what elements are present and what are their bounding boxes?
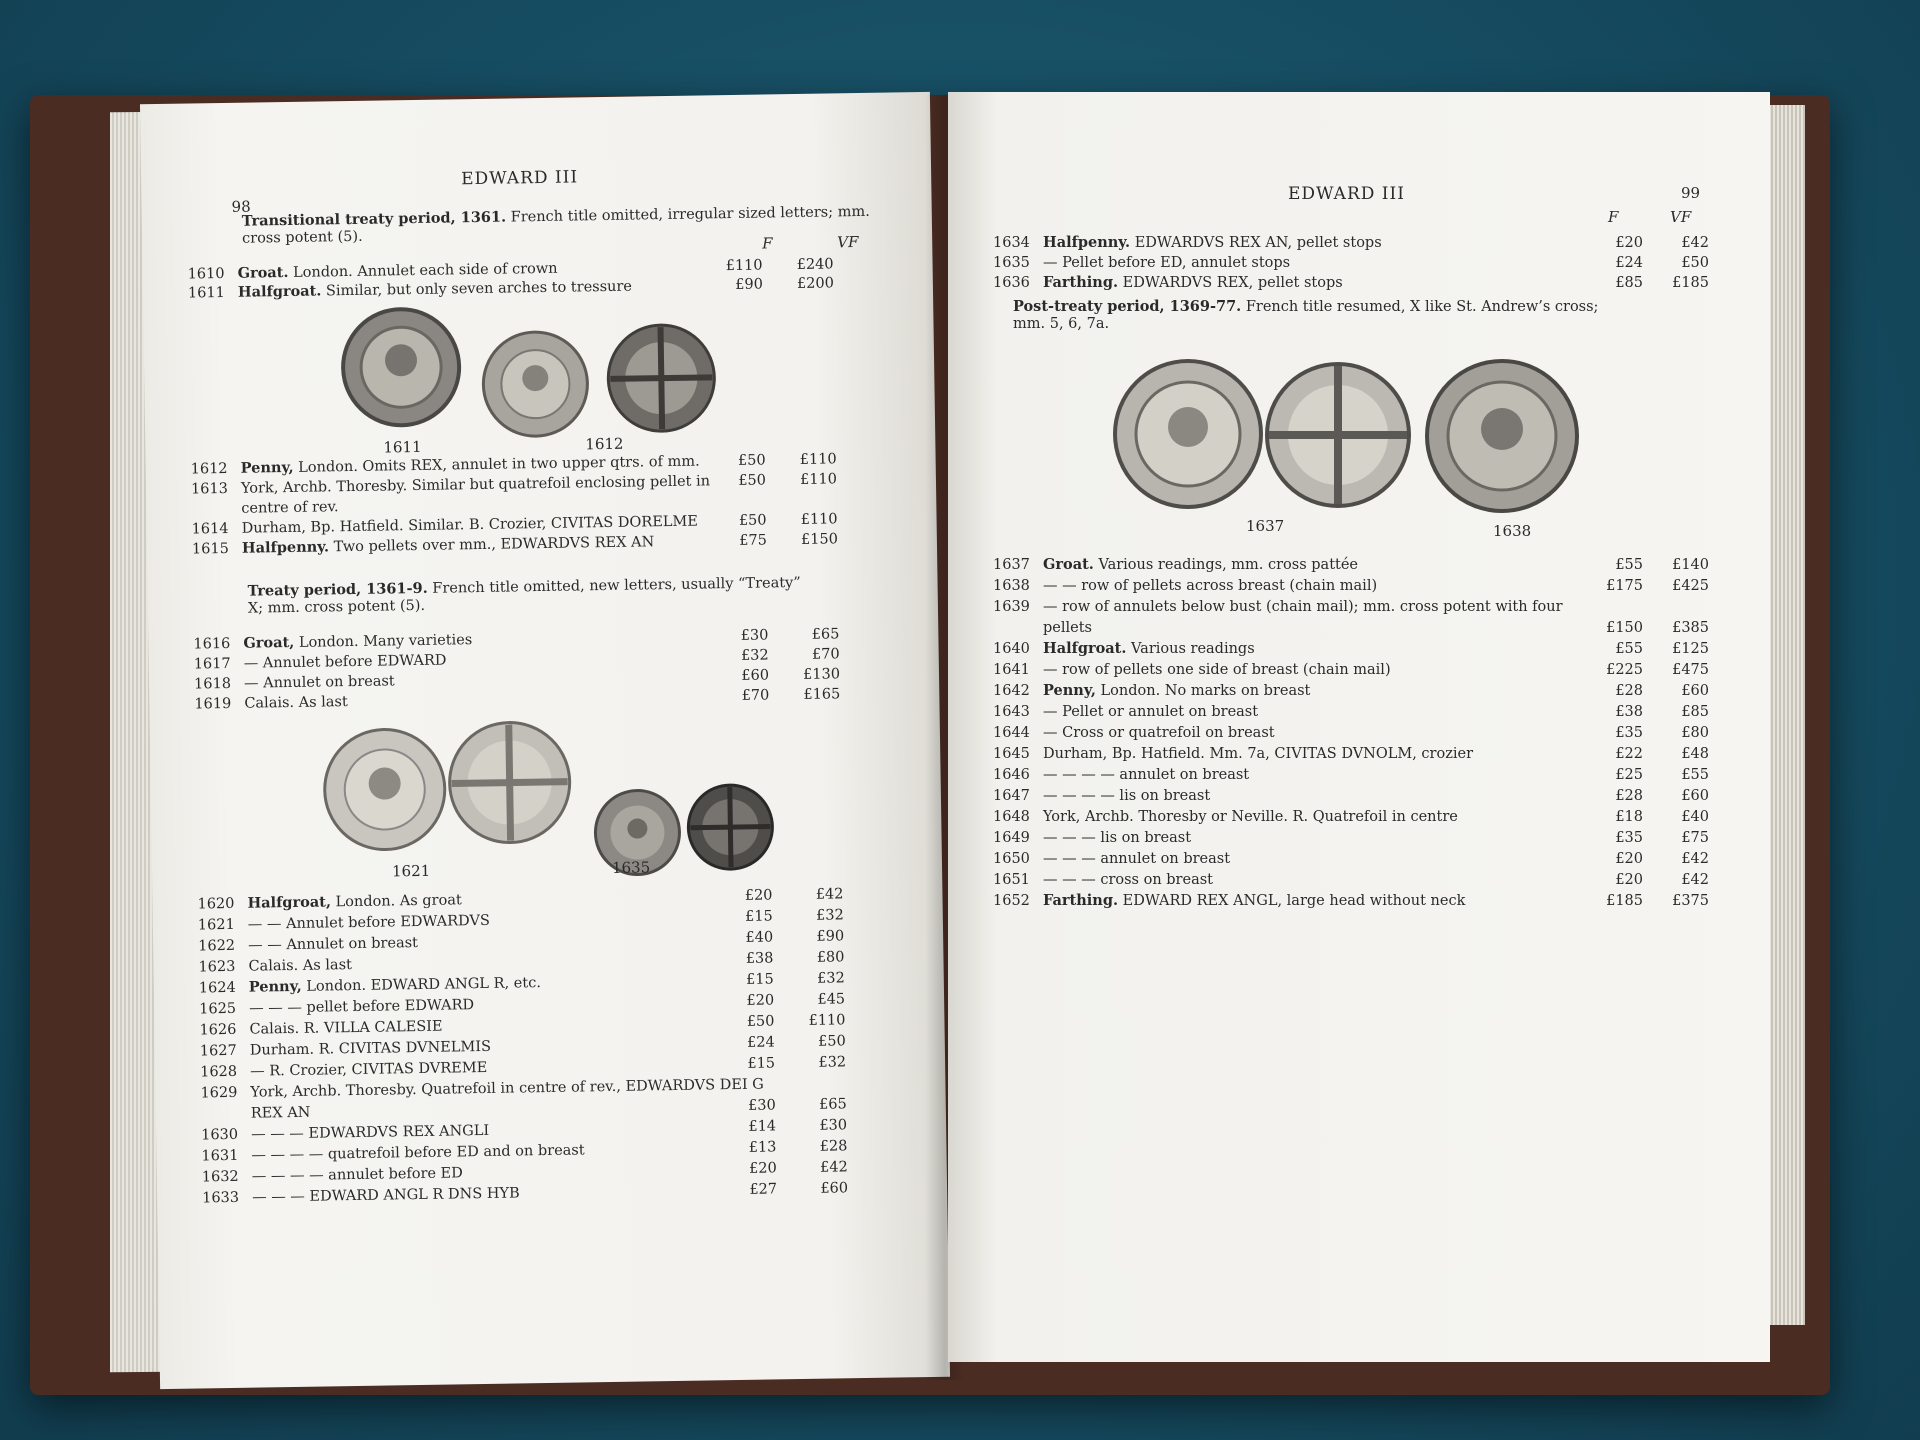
entry-text: — — — — lis on breast bbox=[1043, 788, 1211, 804]
price-very-fine: £32 bbox=[815, 907, 844, 924]
catalogue-entry bbox=[993, 575, 1753, 597]
price-fine: £225 bbox=[1606, 662, 1643, 678]
price-very-fine: £125 bbox=[1672, 641, 1709, 657]
entry-number: 1612 bbox=[190, 460, 228, 478]
entry-description bbox=[1043, 252, 1290, 274]
entry-text: — — — EDWARD ANGL R DNS HYB bbox=[252, 1185, 520, 1206]
entry-number: 1618 bbox=[193, 675, 232, 693]
price-fine: £70 bbox=[741, 687, 770, 704]
price-fine: £20 bbox=[1615, 235, 1643, 251]
catalogue-entry bbox=[993, 638, 1753, 660]
price-fine: £22 bbox=[1615, 746, 1643, 762]
price-very-fine: £80 bbox=[1681, 725, 1709, 741]
entry-number: 1639 bbox=[993, 599, 1030, 615]
price-very-fine: £425 bbox=[1672, 578, 1709, 594]
price-fine: £85 bbox=[1615, 275, 1643, 291]
price-very-fine: £42 bbox=[815, 886, 844, 903]
entry-number: 1635 bbox=[993, 255, 1030, 271]
entry-text: EDWARDVS REX, pellet stops bbox=[1122, 275, 1343, 291]
entry-text: EDWARDVS REX AN, pellet stops bbox=[1134, 235, 1382, 251]
entry-text: Durham, Bp. Hatfield. Mm. 7a, CIVITAS DVNOLM, crozier bbox=[1043, 746, 1474, 762]
entry-description bbox=[1043, 232, 1382, 254]
coin-1635-reverse bbox=[684, 780, 777, 873]
catalogue-entry bbox=[993, 617, 1753, 639]
entry-number: 1620 bbox=[197, 895, 235, 913]
price-fine: £38 bbox=[1615, 704, 1643, 720]
entry-text: — — — EDWARDVS REX ANGLI bbox=[251, 1122, 490, 1143]
entry-description bbox=[1043, 617, 1092, 639]
entry-text: London. As groat bbox=[335, 892, 462, 911]
catalogue-entry bbox=[993, 252, 1753, 274]
entry-type: Halfpenny. bbox=[241, 538, 330, 557]
price-fine: £55 bbox=[1615, 641, 1643, 657]
entry-text: Various readings bbox=[1131, 641, 1255, 657]
entry-number: 1632 bbox=[201, 1168, 239, 1186]
price-very-fine: £40 bbox=[1681, 809, 1709, 825]
entry-text: — — — — annulet before ED bbox=[251, 1165, 463, 1185]
entry-text: London. Omits REX, annulet in two upper qtrs. of mm. bbox=[298, 453, 700, 476]
price-fine: £40 bbox=[745, 929, 774, 946]
price-fine: £55 bbox=[1615, 557, 1643, 573]
price-very-fine: £475 bbox=[1672, 662, 1709, 678]
entry-text: Various readings, mm. cross pattée bbox=[1098, 557, 1359, 573]
entry-text: Durham. R. CIVITAS DVNELMIS bbox=[249, 1038, 492, 1059]
price-fine: £15 bbox=[744, 908, 773, 925]
entry-text: — Cross or quatrefoil on breast bbox=[1043, 725, 1275, 741]
entry-text: EDWARD REX ANGL, large head without neck bbox=[1122, 893, 1466, 909]
entry-number: 1648 bbox=[993, 809, 1030, 825]
running-head: EDWARD III bbox=[1288, 184, 1405, 204]
price-very-fine: £30 bbox=[819, 1117, 848, 1134]
catalogue-entry bbox=[993, 596, 1753, 618]
entry-number: 1636 bbox=[993, 275, 1030, 291]
entry-number: 1625 bbox=[199, 1000, 237, 1018]
entry-text: — — Annulet before EDWARDVS bbox=[247, 912, 490, 933]
entry-description bbox=[1043, 680, 1310, 702]
price-fine: £27 bbox=[749, 1181, 778, 1198]
price-fine: £35 bbox=[1615, 830, 1643, 846]
price-fine: £20 bbox=[744, 887, 773, 904]
price-fine: £28 bbox=[1615, 683, 1643, 699]
price-fine: £20 bbox=[1615, 851, 1643, 867]
catalogue-entry bbox=[993, 827, 1753, 849]
price-fine: £20 bbox=[746, 992, 775, 1009]
entry-text: — row of pellets one side of breast (chain mail) bbox=[1043, 662, 1391, 678]
section-title: Post-treaty period, 1369-77. bbox=[1013, 298, 1242, 315]
entry-number: 1627 bbox=[199, 1042, 237, 1060]
entry-number: 1622 bbox=[198, 937, 236, 955]
catalogue-entry bbox=[993, 272, 1753, 294]
entry-text: York, Archb. Thoresby. Quatrefoil in centre of rev., EDWARDVS DEI G bbox=[250, 1076, 764, 1101]
entry-description bbox=[1043, 806, 1458, 828]
running-head: EDWARD III bbox=[461, 167, 579, 190]
entry-type: Farthing. bbox=[1043, 274, 1119, 291]
entry-description bbox=[252, 1182, 520, 1208]
price-very-fine: £42 bbox=[1681, 872, 1709, 888]
entry-text: — — — pellet before EDWARD bbox=[249, 997, 475, 1017]
entry-text: London. Annulet each side of crown bbox=[292, 260, 558, 281]
entry-text: — Annulet on breast bbox=[243, 673, 395, 692]
entry-text: Two pellets over mm., EDWARDVS REX AN bbox=[333, 534, 655, 556]
entry-type: Penny, bbox=[240, 458, 294, 477]
catalogue-entry bbox=[993, 890, 1753, 912]
entry-text: — — — cross on breast bbox=[1043, 872, 1213, 888]
price-fine: £24 bbox=[746, 1034, 775, 1051]
price-very-fine: £240 bbox=[796, 256, 834, 273]
section-text: French title resumed, X like St. Andrew’s cross; mm. 5, 6, 7a. bbox=[1013, 299, 1599, 332]
section-text: French title omitted, new letters, usually “Treaty” X; mm. cross potent (5). bbox=[247, 574, 801, 617]
entry-type: Halfgroat, bbox=[247, 893, 332, 912]
price-very-fine: £60 bbox=[820, 1180, 849, 1197]
page-number: 99 bbox=[1681, 184, 1701, 202]
entry-number: 1650 bbox=[993, 851, 1030, 867]
entry-text: — Pellet or annulet on breast bbox=[1043, 704, 1259, 720]
catalogue-entry bbox=[993, 722, 1753, 744]
page-number: 98 bbox=[231, 197, 251, 216]
catalogue-entry bbox=[993, 869, 1753, 891]
entry-text: — row of annulets below bust (chain mail); mm. cross potent with four bbox=[1043, 599, 1563, 615]
entry-number: 1631 bbox=[201, 1147, 239, 1165]
coin-1621-reverse bbox=[445, 718, 575, 848]
entry-type: Groat. bbox=[237, 263, 289, 282]
price-very-fine: £55 bbox=[1681, 767, 1709, 783]
entry-text: — — — lis on breast bbox=[1043, 830, 1192, 846]
entry-number: 1638 bbox=[993, 578, 1030, 594]
section-text: French title omitted, irregular sized letters; mm. cross potent (5). bbox=[241, 203, 870, 247]
entry-description bbox=[244, 691, 348, 715]
entry-type: Groat, bbox=[243, 633, 295, 652]
coin-1621-obverse bbox=[320, 725, 450, 855]
price-very-fine: £165 bbox=[803, 686, 841, 703]
entry-description bbox=[248, 954, 352, 978]
price-fine: £90 bbox=[735, 276, 763, 293]
col-head-vf: VF bbox=[1670, 208, 1692, 226]
price-very-fine bbox=[790, 1072, 846, 1073]
entry-text: centre of rev. bbox=[241, 499, 339, 517]
entry-text: — — — — annulet on breast bbox=[1043, 767, 1250, 783]
catalogue-entry bbox=[993, 806, 1753, 828]
entry-number: 1641 bbox=[993, 662, 1030, 678]
price-fine: £150 bbox=[1606, 620, 1643, 636]
price-very-fine: £110 bbox=[808, 1012, 846, 1029]
entry-number: 1628 bbox=[200, 1063, 238, 1081]
price-fine: £15 bbox=[747, 1055, 776, 1072]
price-very-fine: £60 bbox=[1681, 683, 1709, 699]
price-very-fine: £375 bbox=[1672, 893, 1709, 909]
entry-type: Halfgroat. bbox=[237, 282, 322, 301]
entry-text: Calais. R. VILLA CALESIE bbox=[249, 1018, 443, 1038]
entry-number bbox=[191, 498, 237, 499]
price-very-fine: £110 bbox=[799, 471, 838, 488]
price-very-fine: £75 bbox=[1681, 830, 1709, 846]
price-fine: £60 bbox=[741, 667, 770, 684]
entry-number: 1621 bbox=[197, 916, 235, 934]
section-treaty bbox=[247, 574, 807, 618]
col-head-vf: VF bbox=[837, 233, 859, 252]
entry-number: 1623 bbox=[198, 958, 236, 976]
entry-number: 1611 bbox=[187, 284, 225, 302]
section-post-treaty bbox=[1013, 298, 1613, 333]
entry-number: 1640 bbox=[993, 641, 1030, 657]
price-fine: £20 bbox=[1615, 872, 1643, 888]
caption-1611: 1611 bbox=[383, 437, 422, 457]
entry-number: 1610 bbox=[187, 265, 225, 283]
price-fine: £18 bbox=[1615, 809, 1643, 825]
catalogue-entry bbox=[993, 232, 1753, 254]
price-very-fine: £80 bbox=[816, 949, 845, 966]
entry-number: 1619 bbox=[194, 695, 232, 713]
entry-number: 1646 bbox=[993, 767, 1030, 783]
price-fine: £32 bbox=[740, 647, 769, 664]
catalogue-entry bbox=[993, 554, 1753, 576]
price-very-fine: £42 bbox=[1681, 851, 1709, 867]
entry-description bbox=[1043, 869, 1213, 891]
price-very-fine: £385 bbox=[1672, 620, 1709, 636]
coin-1637-reverse bbox=[1263, 360, 1413, 510]
entry-text: — Annulet before EDWARD bbox=[243, 652, 447, 672]
caption-1635: 1635 bbox=[611, 858, 651, 877]
entry-description bbox=[1043, 659, 1391, 681]
entry-text: — — — annulet on breast bbox=[1043, 851, 1231, 867]
entry-number: 1643 bbox=[993, 704, 1030, 720]
price-very-fine: £70 bbox=[811, 646, 840, 663]
price-fine: £14 bbox=[748, 1118, 777, 1135]
entry-text: — R. Crozier, CIVITAS DVREME bbox=[250, 1059, 488, 1080]
price-fine: £38 bbox=[745, 950, 774, 967]
entry-number bbox=[201, 1103, 247, 1104]
price-very-fine: £50 bbox=[1681, 255, 1709, 271]
entry-text: Similar, but only seven arches to tressure bbox=[325, 278, 633, 300]
price-fine: £75 bbox=[739, 532, 768, 549]
entry-number: 1633 bbox=[202, 1189, 240, 1207]
entry-number: 1642 bbox=[993, 683, 1030, 699]
entry-number: 1637 bbox=[993, 557, 1030, 573]
price-fine: £35 bbox=[1615, 725, 1643, 741]
entry-description bbox=[1043, 638, 1255, 660]
price-fine: £24 bbox=[1615, 255, 1643, 271]
price-fine bbox=[716, 489, 766, 490]
price-very-fine: £65 bbox=[818, 1096, 847, 1113]
price-very-fine: £32 bbox=[816, 970, 845, 987]
entry-text: — — Annulet on breast bbox=[248, 935, 419, 954]
entry-description bbox=[1043, 554, 1358, 576]
entry-text: London. No marks on breast bbox=[1100, 683, 1311, 699]
section-title: Treaty period, 1361-9. bbox=[247, 579, 428, 600]
entry-text: Durham, Bp. Hatfield. Similar. B. Crozier, CIVITAS DORELME bbox=[241, 513, 699, 537]
catalogue-entry bbox=[993, 743, 1753, 765]
price-fine: £175 bbox=[1606, 578, 1643, 594]
price-fine: £20 bbox=[748, 1160, 777, 1177]
entry-number: 1626 bbox=[199, 1021, 237, 1039]
catalogue-entry bbox=[993, 659, 1753, 681]
price-fine: £110 bbox=[725, 257, 763, 275]
price-very-fine: £42 bbox=[819, 1159, 848, 1176]
entry-description bbox=[1043, 827, 1191, 849]
entry-number: 1645 bbox=[993, 746, 1030, 762]
entry-number: 1613 bbox=[190, 480, 229, 498]
price-fine: £185 bbox=[1606, 893, 1643, 909]
entry-description bbox=[251, 1102, 311, 1125]
price-very-fine: £130 bbox=[802, 666, 841, 683]
price-fine: £15 bbox=[745, 971, 774, 988]
entry-number: 1649 bbox=[993, 830, 1030, 846]
entry-type: Farthing. bbox=[1043, 892, 1119, 909]
catalogue-entry bbox=[993, 701, 1753, 723]
entry-number: 1617 bbox=[193, 655, 231, 673]
caption-1621: 1621 bbox=[391, 861, 431, 881]
price-fine: £50 bbox=[746, 1013, 775, 1030]
entry-description bbox=[1043, 722, 1275, 744]
price-fine: £50 bbox=[738, 512, 767, 529]
price-very-fine: £45 bbox=[817, 991, 846, 1008]
entry-type: Penny, bbox=[248, 977, 302, 996]
price-very-fine: £110 bbox=[799, 451, 837, 468]
entry-number: 1647 bbox=[993, 788, 1030, 804]
entry-number: 1624 bbox=[198, 979, 236, 997]
entry-number: 1644 bbox=[993, 725, 1030, 741]
entry-number: 1652 bbox=[993, 893, 1030, 909]
catalogue-entry bbox=[993, 680, 1753, 702]
price-very-fine: £48 bbox=[1681, 746, 1709, 762]
entry-description bbox=[1043, 764, 1249, 786]
price-fine: £13 bbox=[748, 1139, 777, 1156]
price-very-fine: £140 bbox=[1672, 557, 1709, 573]
price-very-fine: £50 bbox=[817, 1033, 846, 1050]
catalogue-entry bbox=[993, 764, 1753, 786]
entry-description bbox=[1043, 596, 1563, 618]
entry-text: — — — — quatrefoil before ED and on breast bbox=[251, 1142, 585, 1164]
entry-type: Groat. bbox=[1043, 556, 1094, 573]
col-head-f: F bbox=[1608, 208, 1619, 226]
entry-description bbox=[1043, 848, 1230, 870]
caption-1637: 1637 bbox=[1246, 517, 1285, 535]
price-very-fine: £200 bbox=[796, 275, 834, 292]
caption-1612: 1612 bbox=[585, 434, 624, 454]
page-edges-right bbox=[1765, 105, 1805, 1325]
price-fine: £30 bbox=[740, 627, 769, 644]
catalogue-entry bbox=[993, 848, 1753, 870]
price-very-fine: £28 bbox=[819, 1138, 848, 1155]
entry-text: — Pellet before ED, annulet stops bbox=[1043, 255, 1291, 271]
entry-description bbox=[1043, 575, 1377, 597]
coin-1612-reverse bbox=[603, 320, 719, 436]
entry-type: Halfgroat. bbox=[1043, 640, 1127, 657]
entry-text: Calais. As last bbox=[244, 694, 348, 712]
entry-number: 1651 bbox=[993, 872, 1030, 888]
entry-text: REX AN bbox=[250, 1104, 311, 1122]
entry-number: 1616 bbox=[193, 635, 231, 653]
left-page bbox=[140, 92, 950, 1389]
price-very-fine: £32 bbox=[818, 1054, 847, 1071]
entry-number: 1629 bbox=[200, 1084, 238, 1102]
entry-type: Penny, bbox=[1043, 682, 1096, 699]
entry-type: Halfpenny. bbox=[1043, 234, 1131, 251]
coin-1638-obverse bbox=[1423, 357, 1581, 515]
entry-text: pellets bbox=[1043, 620, 1092, 636]
section-title: Transitional treaty period, 1361. bbox=[241, 208, 507, 230]
price-fine: £50 bbox=[738, 472, 767, 489]
price-very-fine: £185 bbox=[1672, 275, 1709, 291]
price-very-fine: £60 bbox=[1681, 788, 1709, 804]
price-very-fine bbox=[781, 488, 837, 489]
entry-text: Calais. As last bbox=[248, 957, 353, 975]
price-fine: £25 bbox=[1615, 767, 1643, 783]
entry-description bbox=[1043, 701, 1258, 723]
coin-1612-obverse bbox=[479, 327, 593, 441]
entry-description bbox=[1043, 272, 1343, 294]
entry-text: York, Archb. Thoresby. Similar but quatrefoil enclosing pellet in bbox=[240, 473, 711, 497]
right-page bbox=[948, 92, 1770, 1362]
price-very-fine: £110 bbox=[800, 511, 838, 528]
entry-description bbox=[1043, 890, 1465, 912]
entry-description bbox=[1043, 743, 1473, 765]
caption-1638: 1638 bbox=[1493, 522, 1532, 540]
entry-text: London. EDWARD ANGL R, etc. bbox=[306, 975, 542, 995]
price-very-fine: £150 bbox=[800, 531, 839, 548]
col-head-f: F bbox=[762, 234, 773, 253]
price-very-fine: £90 bbox=[816, 928, 845, 945]
price-fine: £28 bbox=[1615, 788, 1643, 804]
entry-text: London. Many varieties bbox=[298, 632, 473, 651]
section-intro bbox=[242, 202, 902, 247]
price-very-fine: £42 bbox=[1681, 235, 1709, 251]
price-very-fine: £65 bbox=[811, 626, 840, 643]
coin-1637-obverse bbox=[1111, 357, 1266, 512]
catalogue-entry bbox=[993, 785, 1753, 807]
entry-number: 1615 bbox=[191, 540, 229, 558]
coin-1611-obverse bbox=[338, 304, 465, 431]
price-fine: £50 bbox=[737, 452, 766, 469]
entry-number: 1634 bbox=[993, 235, 1030, 251]
price-very-fine: £85 bbox=[1681, 704, 1709, 720]
entry-number: 1630 bbox=[201, 1126, 239, 1144]
entry-number: 1614 bbox=[191, 520, 229, 538]
entry-description bbox=[1043, 785, 1210, 807]
price-fine: £30 bbox=[747, 1097, 776, 1114]
entry-text: — — row of pellets across breast (chain mail) bbox=[1043, 578, 1378, 594]
entry-text: York, Archb. Thoresby or Neville. R. Quatrefoil in centre bbox=[1043, 809, 1458, 825]
